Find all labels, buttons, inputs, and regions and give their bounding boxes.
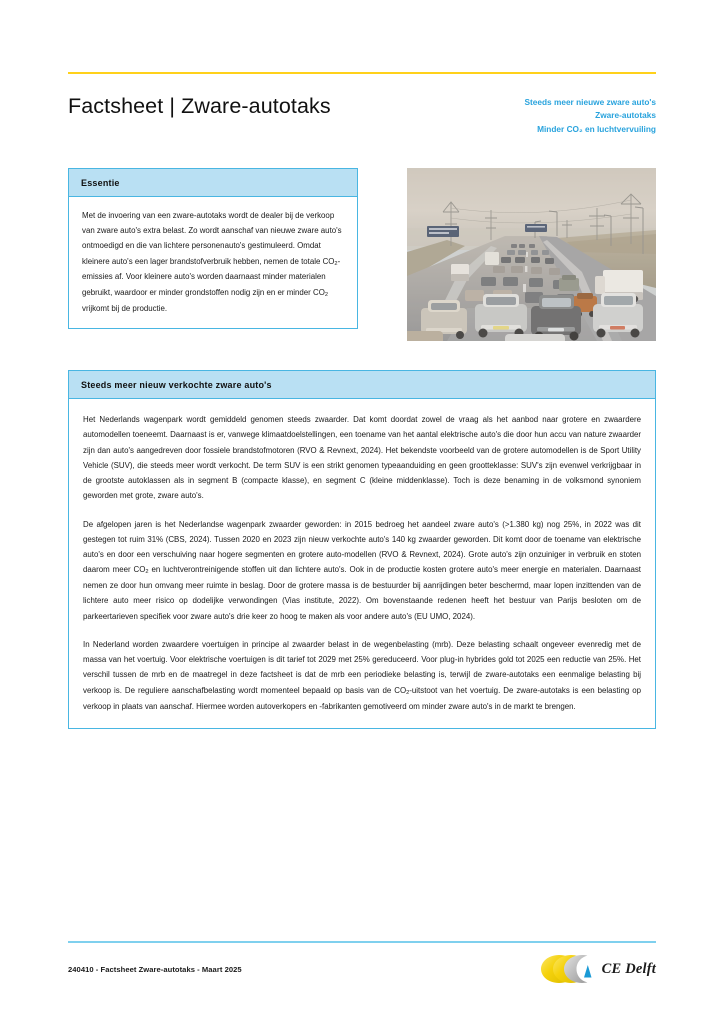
- ce-delft-logo-icon: [539, 952, 599, 986]
- header-subtitle-block: [524, 92, 656, 136]
- highway-traffic-photo: [407, 168, 656, 341]
- header-subtitle-line-1: Steeds meer nieuwe zware auto's: [524, 97, 656, 107]
- main-section-panel: [68, 370, 656, 729]
- header-subtitle-line-2: Zware-autotaks: [595, 110, 656, 121]
- header-subtitle-line-3: Minder CO₂ en luchtvervuiling: [537, 123, 656, 134]
- top-accent-rule: [68, 72, 656, 74]
- ce-delft-logo-text: CE Delft: [601, 960, 656, 977]
- footer-rule: [68, 941, 656, 943]
- page-header: [68, 92, 656, 136]
- section-paragraph-2: De afgelopen jaren is het Nederlandse wagenpark zwaarder geworden: in 2015 bedroeg het aandeel zware auto's (>1.380 kg) nog 25%, in 2022 was dit gestegen tot ruim 31% (CBS, 2024). Tussen 2020 en 2023 zijn nieuw verkochte auto's 140 kg zwaarder geworden. Dit komt door de toename van elektrische auto's en door een verschuiving naar hogere segmenten en grotere auto-modellen (RVO & Revnext, 2024). Grote auto's zijn onzuiniger in verbruik en stoten daarom meer $CO_2$ en luchtverontreinigende stoffen uit dan lichtere auto's. Ook in de productie kosten grotere auto's meer energie en materialen. Daarnaast nemen ze door hun omvang meer ruimte in beslag. Door de grotere massa is de bestuurder bij aanrijdingen beter beschermd, maar lopen inzittenden van de lichtere auto meer risico op dodelijke verwondingen (Vias institute, 2022). Om bovenstaande redenen heeft het bestuur van Parijs besloten om de parkeertarieven specifiek voor zware auto's drie keer zo hoog te maken als voor andere auto's (EU UMO, 2024).: [83, 519, 641, 621]
- essentie-photo-row: [68, 168, 656, 341]
- section-paragraph-1: Het Nederlands wagenpark wordt gemiddeld genomen steeds zwaarder. Dat komt doordat zowel de vraag als het aanbod naar grotere en zwaardere automodellen toeneemt. Daarnaast is er, vanwege klimaatdoelstellingen, een toename van het aantal elektrische auto's die door hun accu van nature zwaarder zijn dan auto's aangedreven door fossiele brandstofmotoren (RVO & Revnext, 2024). Het bekendste voorbeeld van de grotere automodellen is de Sport Utility Vehicle (SUV), die steeds meer wordt verkocht. De term SUV is een strikt genomen typeaanduiding en geen grootteklasse: SUV's zijn evenwel verkrijgbaar in de grootste autoklassen als in segment B (compacte klasse), en segment C (kleine middenklasse). Toch is deze benaming in de volksmond synoniem geworden met grote, zware auto's.: [83, 415, 641, 501]
- footer-reference: 240410 - Factsheet Zware-autotaks - Maart 2025: [68, 964, 242, 974]
- page-footer: [68, 952, 656, 986]
- essentie-body: [69, 197, 357, 328]
- section-paragraph-3: In Nederland worden zwaardere voertuigen in principe al zwaarder belast in de wegenbelasting (mrb). Deze belasting schaalt ongeveer evenredig met de massa van het voertuig. Voor elektrische voertuigen is dit tarief tot 2029 met 25% gereduceerd. Voor plug-in hybrides gold tot 2025 een reductie van 25%. Het verschil tussen de mrb en de maatregel in deze factsheet is dat de mrb een periodieke belasting is, terwijl de zware-autotaks een eenmalige belasting bij verkoop is. De reguliere aanschafbelasting wordt momenteel bepaald op basis van de $CO_2$-uitstoot van het voertuig. De zware-autotaks is een belasting op verkoop in plaats van aanschaf. Hiermee worden autoverkopers en -fabrikanten gemotiveerd om minder zware auto's in de markt te brengen.: [83, 639, 641, 711]
- section-body: [69, 399, 655, 728]
- section-heading: Steeds meer nieuw verkochte zware auto's: [69, 371, 655, 399]
- highway-traffic-illustration: [407, 168, 656, 341]
- essentie-paragraph: Met de invoering van een zware-autotaks wordt de dealer bij de verkoop van zware auto's extra belast. Zo wordt aanschaf van nieuwe zware auto's ontmoedigd en die van lichtere personenauto's gestimuleerd. Omdat kleinere auto's een lager brandstofverbruik hebben, nemen de totale $CO_2$-emissies af. Voor kleinere auto's worden daarnaast minder materialen gebruikt, waardoor er minder grondstoffen nodig zijn en er minder $CO_2$ vrijkomt bij de productie.: [82, 211, 342, 313]
- ce-delft-logo: [539, 952, 656, 986]
- page-title: Factsheet | Zware-autotaks: [68, 94, 331, 118]
- essentie-panel: [68, 168, 358, 329]
- essentie-heading: Essentie: [69, 169, 357, 197]
